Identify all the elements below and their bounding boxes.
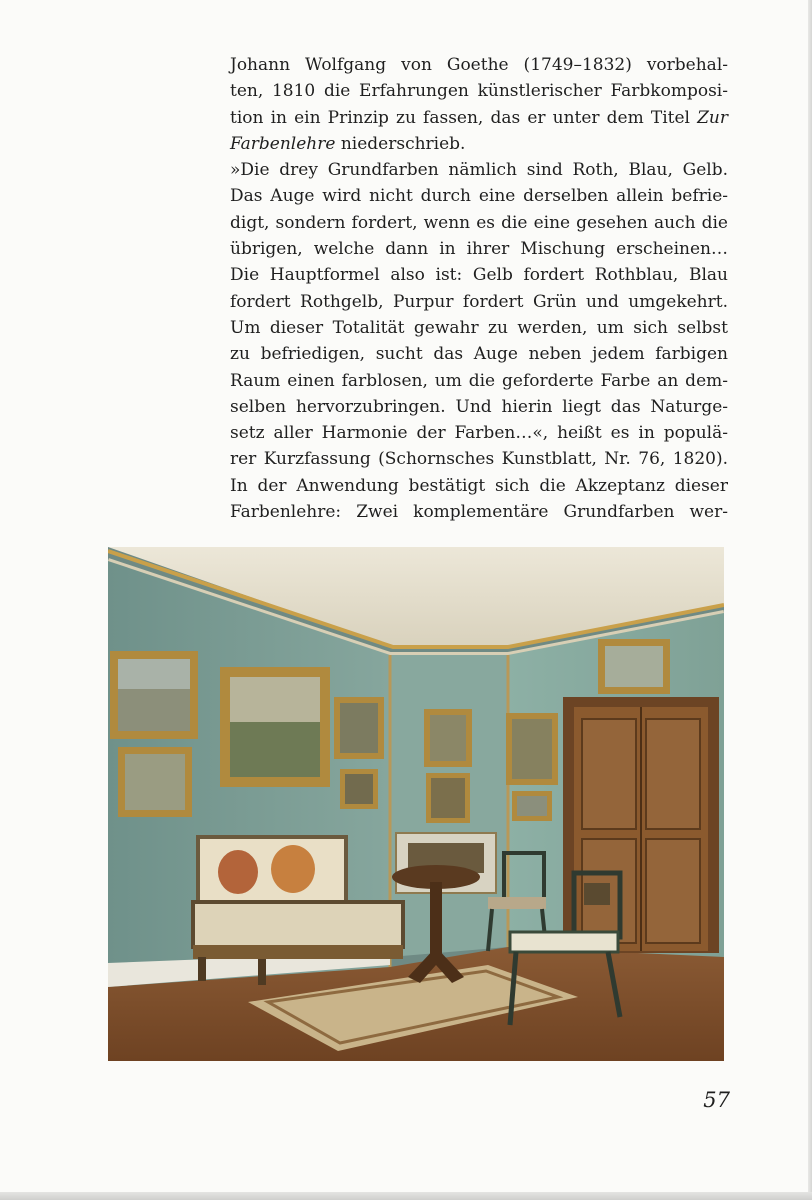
text-line: In der Anwendung bestätigt sich die Akzeptanz dieser xyxy=(230,475,728,496)
text-line: Farbenlehre: Zwei komplementäre Grundfarben wer- xyxy=(230,502,728,523)
text-line: Johann Wolfgang von Goethe (1749–1832) vorbehal- xyxy=(230,55,728,75)
painting xyxy=(598,639,670,694)
text-line: Raum einen farblosen, um die geforderte Farbe an dem- xyxy=(230,370,728,391)
painting xyxy=(506,713,558,785)
painting xyxy=(220,667,330,787)
text-line: ten, 1810 die Erfahrungen künstlerischer Farbkomposi- xyxy=(230,81,728,102)
page-number: 57 xyxy=(703,1088,730,1112)
text-line: Um dieser Totalität gewahr zu werden, um sich selbst xyxy=(230,317,728,338)
text-line: setz aller Harmonie der Farben…«, heißt es in populä- xyxy=(230,423,728,444)
text-line: »Die drey Grundfarben nämlich sind Roth, Blau, Gelb. xyxy=(230,160,728,181)
text-line: tion in ein Prinzip zu fassen, das er unter dem Titel Zur xyxy=(230,107,729,128)
double-door xyxy=(563,697,719,953)
book-title-italic: Zur xyxy=(697,107,729,128)
text-line: Die Hauptformel also ist: Gelb fordert Rothblau, Blau xyxy=(230,265,728,286)
painting xyxy=(424,709,472,767)
text-line: rer Kurzfassung (Schornsches Kunstblatt, Nr. 76, 1820). xyxy=(230,449,728,470)
text-line: digt, sondern fordert, wenn es die eine gesehen auch die xyxy=(230,212,728,233)
text-line: Das Auge wird nicht durch eine derselben allein befrie- xyxy=(230,186,728,207)
painting xyxy=(512,791,552,821)
room-illustration xyxy=(108,547,724,1061)
painting xyxy=(118,747,192,817)
text-line: übrigen, welche dann in ihrer Mischung erscheinen… xyxy=(230,239,728,260)
book-title-italic: Farbenlehre xyxy=(230,133,336,154)
page-edge-shadow xyxy=(808,0,812,1200)
text-line: fordert Rothgelb, Purpur fordert Grün und umgekehrt. xyxy=(230,291,728,312)
text-line: zu befriedigen, sucht das Auge neben jedem farbigen xyxy=(230,344,728,365)
painting xyxy=(334,697,384,759)
painting xyxy=(110,651,198,739)
page-bottom-shadow xyxy=(0,1192,812,1200)
painting xyxy=(340,769,378,809)
room-photograph xyxy=(108,547,724,1061)
painting xyxy=(426,773,470,823)
body-text xyxy=(230,52,728,525)
text-line: Farbenlehre niederschrieb. xyxy=(230,133,466,154)
text-line: selben hervorzubringen. Und hierin liegt das Naturge- xyxy=(230,396,728,417)
